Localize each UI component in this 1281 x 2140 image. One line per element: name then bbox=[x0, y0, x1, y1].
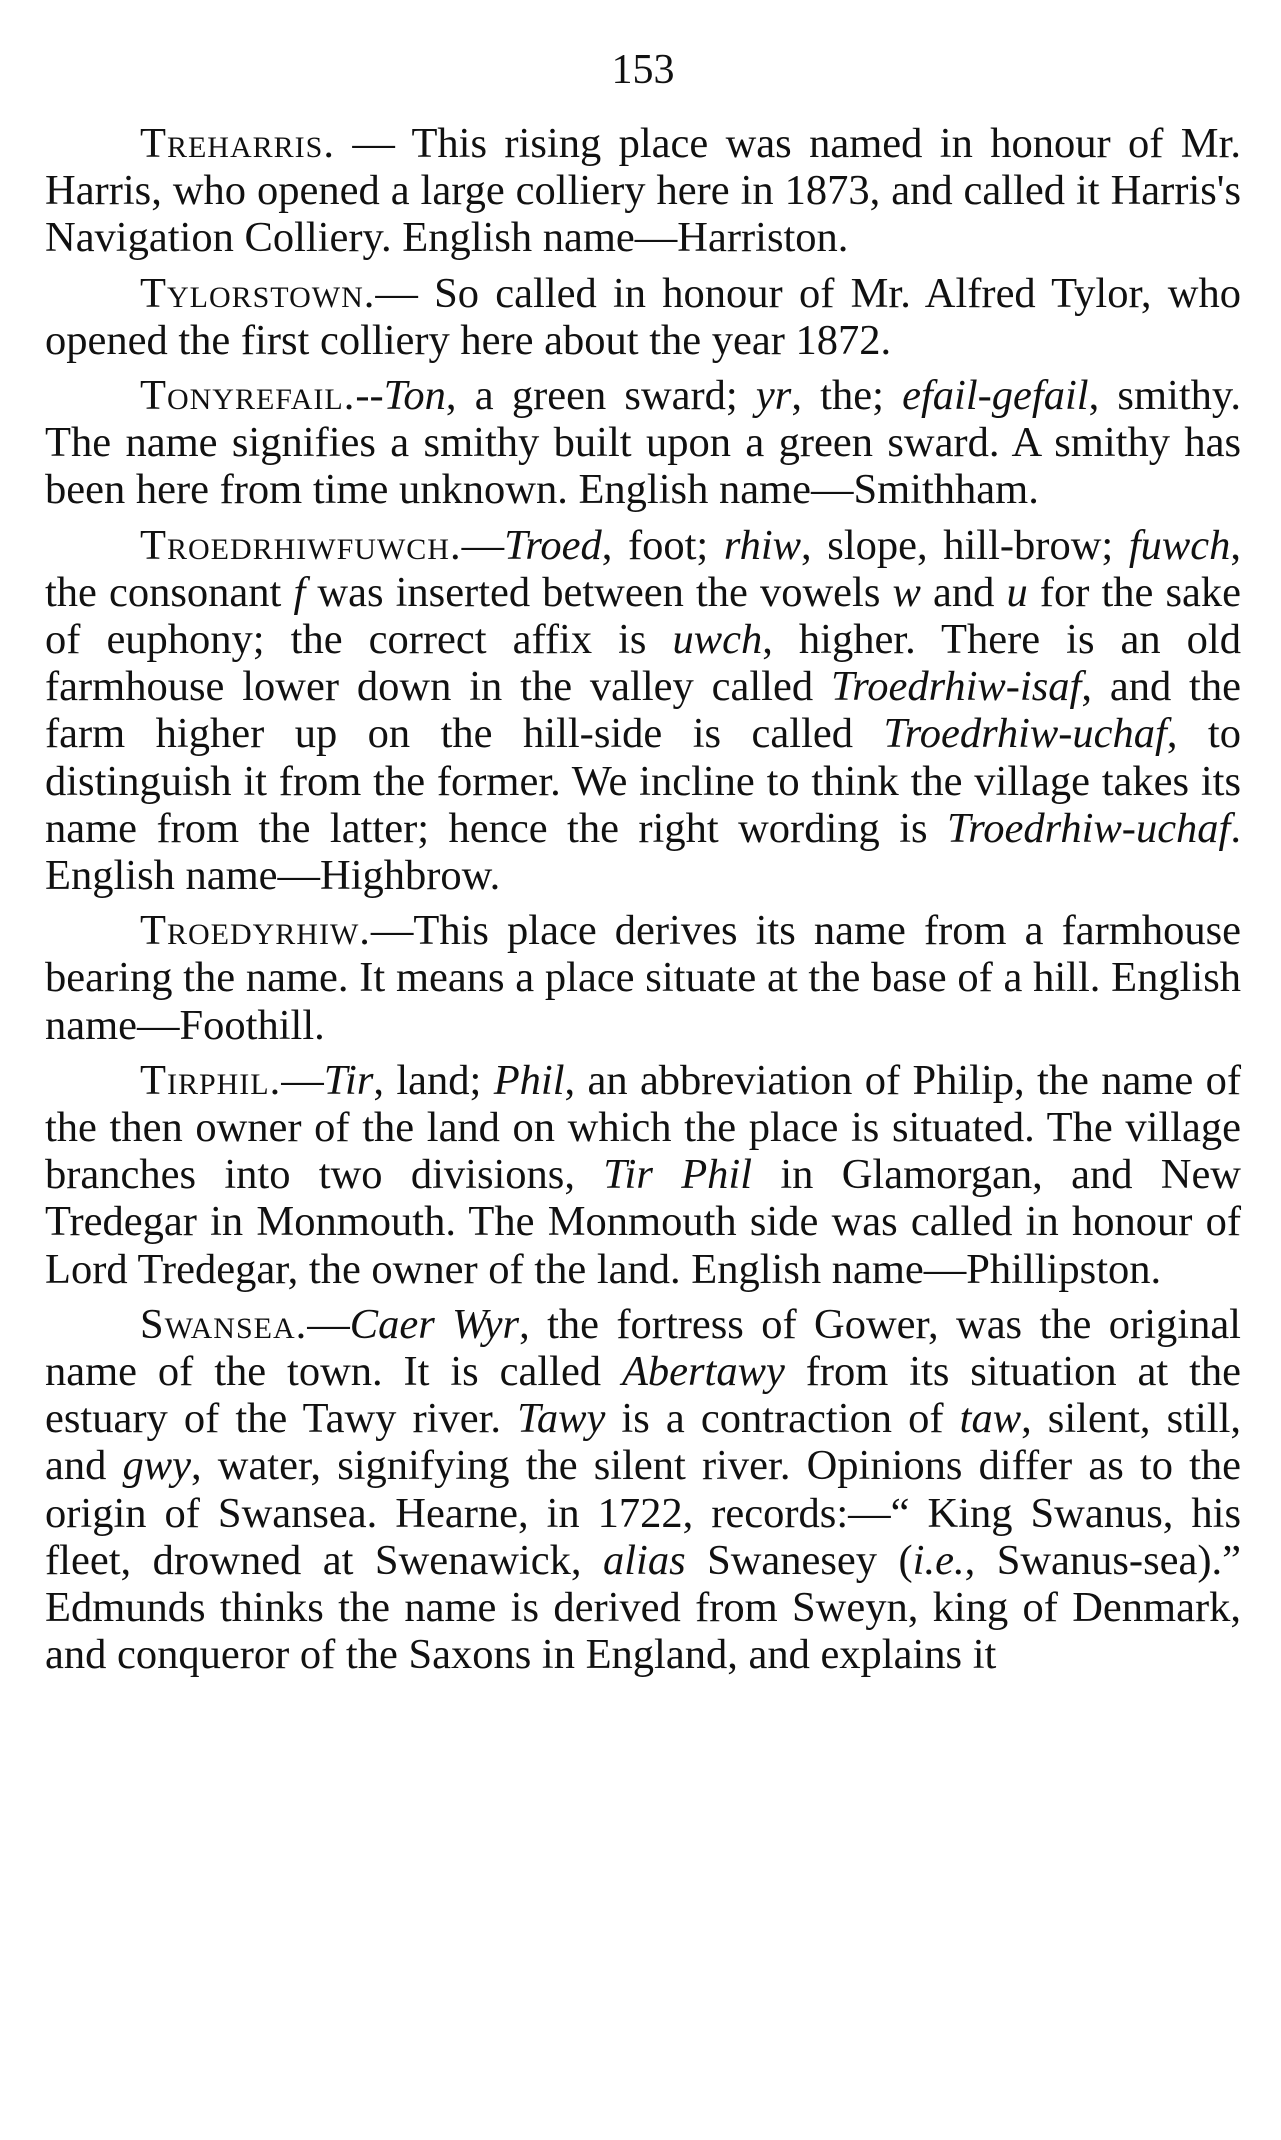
welsh-term: taw bbox=[959, 1395, 1022, 1443]
entry-text: , an abbreviation of Philip, the name of the then owner of the land on which the place is situated. The village branches into two divisions, bbox=[45, 1056, 1242, 1199]
entry-headword: Tylorstown. bbox=[140, 269, 376, 317]
welsh-term: uwch bbox=[672, 616, 763, 664]
entry-separator: — bbox=[334, 120, 412, 167]
entry-tylorstown bbox=[45, 270, 1241, 364]
entry-text: This place derives its name from a farmhouse bearing the name. It means a place situate at the base of a hill. English name—Foothill. bbox=[45, 907, 1241, 1049]
entry-separator: — bbox=[461, 521, 505, 569]
entry-text: from its situation at the estuary of the Tawy river. bbox=[45, 1348, 1241, 1443]
entry-text: , slope, hill-brow; bbox=[801, 521, 1129, 569]
entry-text: and bbox=[920, 568, 1007, 616]
entry-tirphil bbox=[45, 1057, 1241, 1293]
entry-headword: Tirphil. bbox=[140, 1056, 282, 1104]
welsh-term: Ton bbox=[383, 372, 446, 420]
entry-text: , the; bbox=[791, 372, 903, 420]
entry-troedrhiwfuwch bbox=[45, 522, 1241, 900]
entry-text: This rising place was named in honour of Mr. Harris, who opened a large colliery here in 1873, and called it Harris's Navigation Colliery. English name—Harriston. bbox=[45, 120, 1241, 262]
entry-separator: — bbox=[281, 1056, 324, 1104]
entry-text: in Glamorgan, and New Tredegar in Monmouth. The Monmouth side was called in honour of Lord Tredegar, the owner of the land. English name—Phillipston. bbox=[45, 1151, 1241, 1293]
entry-text: , land; bbox=[373, 1056, 494, 1104]
latin-term: i.e. bbox=[912, 1536, 965, 1584]
entry-headword: Troedrhiwfuwch. bbox=[140, 521, 462, 569]
welsh-term: Abertawy bbox=[621, 1348, 785, 1396]
entry-text: , the fortress of Gower, was the original name of the town. It is called bbox=[45, 1300, 1241, 1396]
welsh-term: gwy bbox=[122, 1442, 191, 1490]
entry-text: , water, signifying the silent river. Opinions differ as to the origin of Swansea. Hearne, in 1722, records:—“ King Swanus, his fleet, drowned at Swenawick, bbox=[45, 1442, 1242, 1584]
entry-text: So called in honour of Mr. Alfred Tylor, who opened the first colliery here about the year 1872. bbox=[45, 269, 1242, 364]
entry-text: , the consonant bbox=[45, 521, 1241, 616]
entry-text: was inserted between the vowels bbox=[305, 568, 893, 616]
page-number: 153 bbox=[611, 47, 675, 93]
welsh-term: Tir bbox=[323, 1056, 374, 1104]
welsh-term: Troedrhiw-isaf bbox=[830, 663, 1082, 711]
entry-text: is a contraction of bbox=[605, 1395, 960, 1443]
welsh-term: rhiw bbox=[723, 521, 802, 569]
entry-text: , and the farm higher up on the hill-side is called bbox=[45, 663, 1241, 758]
entry-tonyrefail bbox=[45, 372, 1241, 514]
welsh-term: Tawy bbox=[517, 1395, 606, 1443]
entry-text: , silent, still, and bbox=[45, 1395, 1241, 1490]
entry-troedyrhiw bbox=[45, 907, 1241, 1049]
entry-text: , to distinguish it from the former. We incline to think the village takes its name from the latter; hence the right wording is bbox=[45, 710, 1241, 852]
welsh-term: Troedrhiw-uchaf bbox=[883, 710, 1167, 758]
entry-text: , higher. There is an old farmhouse lower down in the valley called bbox=[45, 616, 1241, 711]
entry-swansea bbox=[45, 1301, 1241, 1679]
welsh-term: Troed bbox=[504, 521, 602, 569]
welsh-term: Tir Phil bbox=[603, 1151, 753, 1199]
welsh-term: u bbox=[1006, 568, 1028, 616]
entry-separator: — bbox=[375, 269, 435, 317]
entry-separator: — bbox=[307, 1300, 350, 1348]
welsh-term: f bbox=[293, 568, 306, 616]
entry-headword: Treharris. bbox=[140, 120, 335, 167]
entry-text: Swanesey ( bbox=[685, 1536, 913, 1584]
entry-separator: — bbox=[370, 907, 414, 955]
entry-text: , smithy. The name signifies a smithy built upon a green sward. A smithy has been here from time unknown. English name—Smithham. bbox=[45, 372, 1241, 514]
welsh-term: yr bbox=[755, 372, 792, 420]
entry-separator: -- bbox=[355, 372, 384, 420]
latin-term: alias bbox=[602, 1536, 686, 1584]
entry-headword: Troedyrhiw. bbox=[140, 907, 371, 955]
welsh-term: Phil bbox=[493, 1056, 565, 1104]
welsh-term: w bbox=[892, 568, 921, 616]
welsh-term: Caer Wyr bbox=[349, 1300, 520, 1348]
entry-treharris bbox=[45, 120, 1241, 262]
entry-text: , Swanus-sea).” Edmunds thinks the name is derived from Sweyn, king of Denmark, and conqueror of the Saxons in England, and explains it bbox=[45, 1536, 1241, 1679]
welsh-term: efail-gefail bbox=[902, 372, 1089, 420]
welsh-term: fuwch bbox=[1128, 521, 1231, 569]
entry-text: . English name—Highbrow. bbox=[45, 804, 1241, 900]
entry-headword: Tonyrefail. bbox=[140, 372, 356, 420]
entry-text: for the sake of euphony; the correct affix is bbox=[45, 568, 1242, 664]
welsh-term: Troedrhiw-uchaf bbox=[947, 804, 1231, 852]
entry-text: , foot; bbox=[601, 521, 724, 569]
entry-headword: Swansea. bbox=[140, 1300, 308, 1348]
entry-text: , a green sward; bbox=[445, 372, 756, 420]
